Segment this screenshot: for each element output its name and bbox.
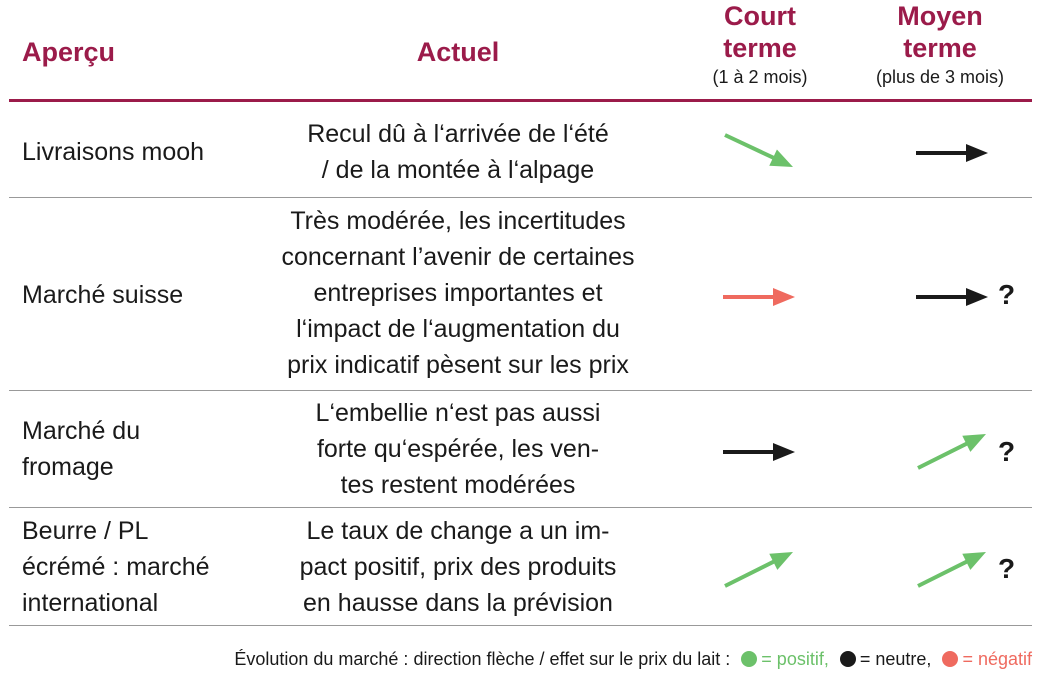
- row-3-actuel: [248, 395, 668, 503]
- row-2-actuel-line: concernant l’avenir de certaines: [281, 243, 635, 271]
- legend-positif-dot-icon: [741, 651, 757, 667]
- legend-neutre-label: = neutre,: [859, 649, 932, 669]
- row-3-court-arrow-icon: [715, 422, 805, 482]
- arrow-icon: [908, 123, 998, 183]
- row-2-actuel-line: l‘impact de l‘augmentation du: [296, 315, 620, 343]
- arrow-shaft: [918, 443, 968, 468]
- header-moyen-title-2: terme: [903, 33, 977, 63]
- arrow-shaft: [725, 561, 775, 586]
- header-rule: [9, 99, 1032, 102]
- arrow-head: [966, 288, 988, 306]
- row-3-actuel-line: L‘embellie n‘est pas aussi: [315, 399, 601, 427]
- header-court-title-1: Court: [724, 1, 796, 31]
- row-2-apercu-line: Marché suisse: [22, 281, 184, 309]
- legend-prefix: Évolution du marché : direction flèche / effet sur le prix du lait :: [234, 649, 731, 669]
- arrow-icon: [715, 123, 805, 183]
- legend-positif-label: = positif,: [761, 649, 829, 669]
- arrow-icon: [908, 267, 998, 327]
- row-2-moyen-question: ?: [998, 279, 1016, 310]
- arrow-icon: [715, 267, 805, 327]
- arrow-icon: [908, 536, 998, 596]
- row-2-actuel-line: Très modérée, les incertitudes: [290, 207, 626, 235]
- header-court-title-2: terme: [723, 33, 797, 63]
- header-court-terme: [690, 0, 830, 88]
- row-3-apercu-line: fromage: [22, 453, 114, 481]
- row-2-court-arrow-icon: [715, 267, 805, 327]
- row-3-apercu-line: Marché du: [22, 417, 141, 445]
- row-4-apercu: [22, 513, 252, 621]
- header-court-sub: (1 à 2 mois): [712, 67, 808, 87]
- arrow-icon: [715, 536, 805, 596]
- row-4-actuel-line: en hausse dans la prévision: [303, 589, 613, 617]
- row-divider: [9, 197, 1032, 198]
- row-1-actuel-line: Recul dû à l‘arrivée de l‘été: [307, 120, 609, 148]
- row-1-actuel-line: / de la montée à l‘alpage: [321, 156, 595, 184]
- row-3-actuel-line: forte qu‘espérée, les ven-: [316, 435, 600, 463]
- arrow-head: [769, 149, 793, 167]
- row-4-actuel: [248, 513, 668, 621]
- row-1-moyen-arrow-icon: [908, 123, 998, 183]
- row-4-moyen-arrow-icon: [908, 536, 998, 596]
- row-2-actuel-line: prix indicatif pèsent sur les prix: [287, 351, 629, 379]
- row-4-apercu-line: international: [22, 589, 159, 617]
- legend-negatif-label: = négatif: [962, 649, 1032, 669]
- row-4-actuel-line: pact positif, prix des produits: [299, 553, 617, 581]
- legend-neutre-dot-icon: [840, 651, 856, 667]
- row-3-moyen-question: ?: [998, 436, 1016, 467]
- row-2-apercu: [22, 277, 252, 313]
- legend: [234, 648, 1032, 670]
- row-4-moyen-question: ?: [998, 553, 1016, 584]
- row-2-actuel-line: entreprises importantes et: [313, 279, 603, 307]
- arrow-icon: [715, 422, 805, 482]
- row-divider: [9, 507, 1032, 508]
- arrow-shaft: [918, 561, 968, 586]
- header-actuel: Actuel: [416, 37, 500, 67]
- header-apercu: Aperçu: [22, 37, 116, 67]
- header-moyen-sub: (plus de 3 mois): [875, 67, 1005, 87]
- row-1-apercu: [22, 134, 252, 170]
- row-3-apercu: [22, 413, 252, 485]
- row-1-court-arrow-icon: [715, 123, 805, 183]
- row-divider: [9, 390, 1032, 391]
- arrow-shaft: [725, 135, 775, 158]
- row-4-apercu-line: Beurre / PL: [22, 517, 149, 545]
- legend-negatif-dot-icon: [942, 651, 958, 667]
- row-1-actuel: [248, 116, 668, 188]
- row-divider: [9, 625, 1032, 626]
- header-moyen-terme: [855, 0, 1025, 88]
- arrow-head: [773, 288, 795, 306]
- row-4-court-arrow-icon: [715, 536, 805, 596]
- arrow-icon: [908, 418, 998, 478]
- row-4-apercu-line: écrémé : marché: [22, 553, 210, 581]
- row-2-actuel: [248, 203, 668, 383]
- arrow-head: [773, 443, 795, 461]
- row-2-moyen-arrow-icon: [908, 267, 998, 327]
- row-3-actuel-line: tes restent modérées: [340, 471, 576, 499]
- row-4-actuel-line: Le taux de change a un im-: [306, 517, 610, 545]
- arrow-head: [966, 144, 988, 162]
- row-1-apercu-line: Livraisons mooh: [22, 138, 205, 166]
- row-3-moyen-arrow-icon: [908, 418, 998, 478]
- header-moyen-title-1: Moyen: [897, 1, 983, 31]
